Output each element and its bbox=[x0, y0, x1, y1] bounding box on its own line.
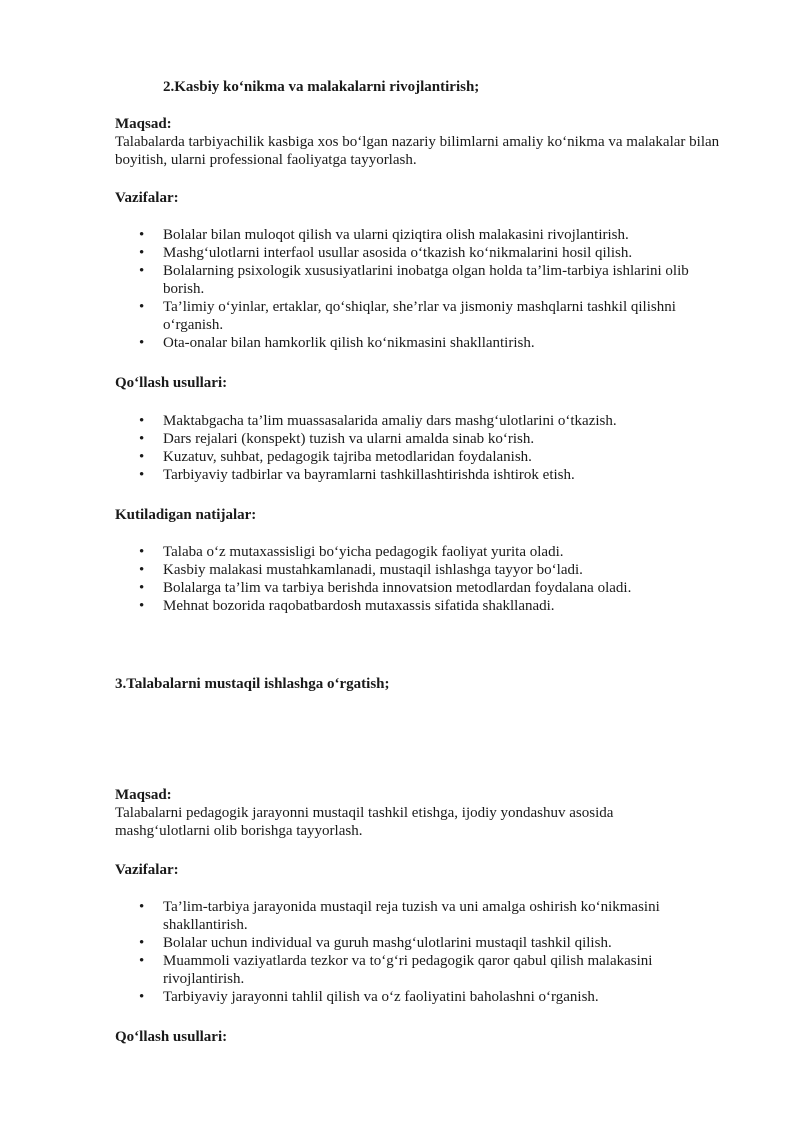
methods-label: Qo‘llash usullari: bbox=[115, 1029, 228, 1045]
tasks-list bbox=[0, 226, 800, 352]
bullet-icon: • bbox=[139, 467, 145, 483]
list-item: • Dars rejalari (konspekt) tuzish va ularni amalda sinab ko‘rish. bbox=[139, 431, 535, 447]
list-item: • Ta’lim-tarbiya jarayonida mustaqil reja tuzish va uni amalga oshirish ko‘nikmasini shakllantirish. bbox=[139, 899, 660, 933]
bullet-icon: • bbox=[139, 953, 145, 969]
list-item: • Kuzatuv, suhbat, pedagogik tajriba metodlaridan foydalanish. bbox=[139, 449, 532, 465]
list-item: • Bolalar bilan muloqot qilish va ularni qiziqtira olish malakasini rivojlantirish. bbox=[139, 227, 629, 243]
goal-label: Maqsad: bbox=[115, 787, 172, 803]
list-item: • Tarbiyaviy tadbirlar va bayramlarni tashkillashtirishda ishtirok etish. bbox=[139, 467, 575, 483]
bullet-icon: • bbox=[139, 449, 145, 465]
list-item: • Mashg‘ulotlarni interfaol usullar asosida o‘tkazish ko‘nikmalarini hosil qilish. bbox=[139, 245, 633, 261]
bullet-icon: • bbox=[139, 989, 145, 1005]
list-item: • Tarbiyaviy jarayonni tahlil qilish va o‘z faoliyatini baholashni o‘rganish. bbox=[139, 989, 599, 1005]
bullet-icon: • bbox=[139, 598, 145, 614]
goal-text: Talabalarni pedagogik jarayonni mustaqil tashkil etishga, ijodiy yondashuv asosida mashg‘ulotlarni olib borishga tayyorlash. bbox=[115, 805, 614, 839]
goal-text: Talabalarda tarbiyachilik kasbiga xos bo‘lgan nazariy bilimlarni amaliy ko‘nikma va malakalar bilan boyitish, ularni professional faoliyatga tayyorlash. bbox=[115, 134, 720, 168]
methods-label: Qo‘llash usullari: bbox=[115, 375, 228, 391]
list-item: • Muammoli vaziyatlarda tezkor va to‘g‘ri pedagogik qaror qabul qilish malakasini rivojlantirish. bbox=[139, 953, 653, 987]
bullet-icon: • bbox=[139, 413, 145, 429]
goal-label: Maqsad: bbox=[115, 116, 172, 132]
bullet-icon: • bbox=[139, 562, 145, 578]
list-item: • Ta’limiy o‘yinlar, ertaklar, qo‘shiqlar, she’rlar va jismoniy mashqlarni tashkil qilishni o‘rganish. bbox=[139, 299, 676, 333]
tasks-list bbox=[0, 898, 800, 1006]
bullet-icon: • bbox=[139, 935, 145, 951]
bullet-icon: • bbox=[139, 580, 145, 596]
list-item: • Kasbiy malakasi mustahkamlanadi, mustaqil ishlashga tayyor bo‘ladi. bbox=[139, 562, 583, 578]
bullet-icon: • bbox=[139, 263, 145, 279]
list-item: • Bolalarning psixologik xususiyatlarini inobatga olgan holda ta’lim-tarbiya ishlarini olib borish. bbox=[139, 263, 689, 297]
list-item: • Ota-onalar bilan hamkorlik qilish ko‘nikmasini shakllantirish. bbox=[139, 335, 535, 351]
tasks-label: Vazifalar: bbox=[115, 190, 179, 206]
list-item: • Mehnat bozorida raqobatbardosh mutaxassis sifatida shakllanadi. bbox=[139, 598, 555, 614]
bullet-icon: • bbox=[139, 431, 145, 447]
list-item: • Maktabgacha ta’lim muassasalarida amaliy dars mashg‘ulotlarini o‘tkazish. bbox=[139, 413, 617, 429]
list-item: • Bolalar uchun individual va guruh mashg‘ulotlarini mustaqil tashkil qilish. bbox=[139, 935, 612, 951]
list-item: • Talaba o‘z mutaxassisligi bo‘yicha pedagogik faoliyat yurita oladi. bbox=[139, 544, 564, 560]
tasks-label: Vazifalar: bbox=[115, 862, 179, 878]
bullet-icon: • bbox=[139, 335, 145, 351]
section-2-heading: 2.Kasbiy ko‘nikma va malakalarni rivojlantirish; bbox=[163, 79, 480, 95]
results-label: Kutiladigan natijalar: bbox=[115, 507, 257, 523]
bullet-icon: • bbox=[139, 899, 145, 915]
methods-list bbox=[0, 412, 800, 484]
section-3-heading: 3.Talabalarni mustaqil ishlashga o‘rgatish; bbox=[115, 676, 390, 692]
results-list bbox=[0, 543, 800, 615]
bullet-icon: • bbox=[139, 544, 145, 560]
bullet-icon: • bbox=[139, 227, 145, 243]
bullet-icon: • bbox=[139, 299, 145, 315]
bullet-icon: • bbox=[139, 245, 145, 261]
list-item: • Bolalarga ta’lim va tarbiya berishda innovatsion metodlardan foydalana oladi. bbox=[139, 580, 632, 596]
